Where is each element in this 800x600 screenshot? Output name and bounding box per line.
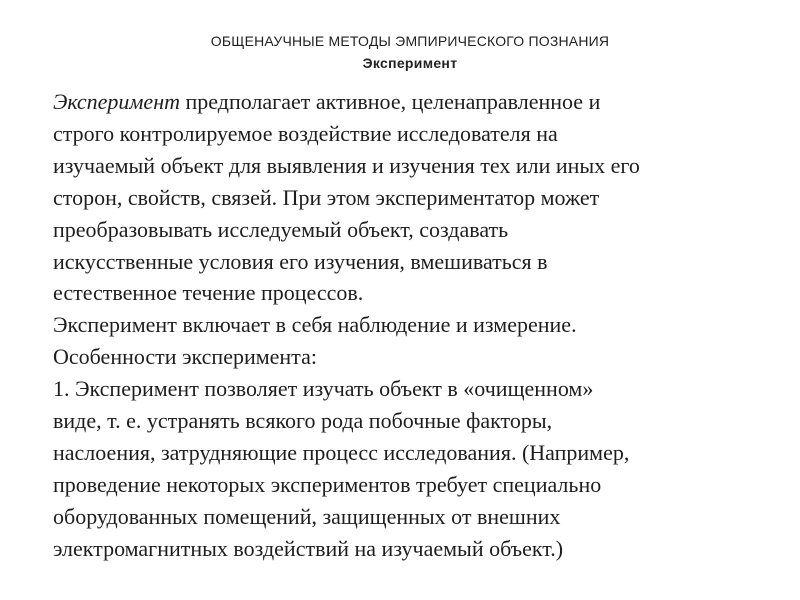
body-line: Эксперимент включает в себя наблюдение и измерение. [53,312,577,338]
body-line: преобразовывать исследуемый объект, создавать [53,216,509,242]
body-line: естественное течение процессов. [53,280,364,306]
list-item-1: 1. Эксперимент позволяет изучать объект в «очищенном» [53,376,594,402]
body-line: виде, т. е. устранять всякого рода побочные факторы, [53,408,553,434]
body-line: наслоения, затрудняющие процесс исследования. (Например, [53,439,630,465]
body-line: строго контролируемое воздействие исследователя на [53,120,558,146]
slide-title: ОБЩЕНАУЧНЫЕ МЕТОДЫ ЭМПИРИЧЕСКОГО ПОЗНАНИЯ [210,33,610,49]
body-line: сторон, свойств, связей. При этом экспериментатор может [53,184,600,210]
slide-body [53,86,793,565]
slide-header [0,32,800,73]
term-experiment: Эксперимент [53,89,180,114]
body-line-text: предполагает активное, целенаправленное и [180,89,601,114]
body-line: оборудованных помещений, защищенных от внешних [53,503,561,529]
slide-subtitle: Эксперимент [362,55,458,71]
body-line: проведение некоторых экспериментов требует специально [53,471,602,497]
body-line: изучаемый объект для выявления и изучения тех или иных его [53,152,640,178]
body-line: электромагнитных воздействий на изучаемый объект.) [53,535,564,561]
body-line: искусственные условия его изучения, вмешиваться в [53,248,548,274]
body-line: Особенности эксперимента: [53,344,317,370]
body-line [53,86,793,118]
